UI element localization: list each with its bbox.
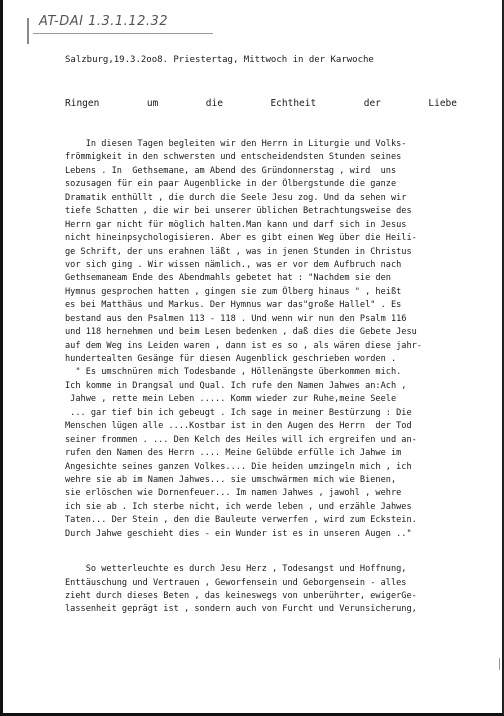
title-word: Ringen (65, 98, 100, 109)
text-line: nicht hineinpsychologisieren. Aber es gibt einen Weg über die Heili- (65, 233, 417, 244)
text-line: Menschen lügen alle ....Kostbar ist in den Augen des Herrn der Tod (65, 421, 412, 432)
text-line: lassenheit geprägt ist , sondern auch von Furcht und Verunsicherung, (65, 604, 417, 615)
text-line: es bei Matthäus und Markus. Der Hymnus war das"große Hallel" . Es (65, 300, 402, 311)
text-line: sozusagen für ein paar Augenblicke in der Ölbergstunde die ganze (65, 179, 397, 190)
text-line: Durch Jahwe geschieht dies - ein Wunder ist es in unseren Augen .." (65, 528, 412, 539)
text-line: Dramatik enthüllt , die durch die Seele Jesu zog. Und da sehen wir (65, 192, 407, 203)
text-line: Taten... Der Stein , den die Bauleute verwerfen , wird zum Eckstein. (65, 515, 417, 526)
title-word: Echtheit (270, 98, 317, 109)
text-line: ge Schrift, der uns erahnen läßt , was in jenen Stunden in Christus (65, 246, 412, 257)
text-line: tiefe Schatten , die wir bei unserer üblichen Betrachtungsweise des (65, 206, 412, 217)
title-word: um (146, 98, 159, 109)
text-line: rufen den Namen des Herrn .... Meine Gelübde erfülle ich Jahwe im (65, 448, 402, 459)
stamp-underline (33, 33, 213, 34)
text-line: Ich komme in Drangsal und Qual. Ich rufe den Namen Jahwes an:Ach , (65, 380, 407, 391)
text-line: vor sich ging . Wir wissen nämlich., was er vor dem Aufbruch nach (65, 259, 402, 270)
stamp-mark (27, 18, 29, 44)
text-line: Lebens . In Gethsemane, am Abend des Gründonnerstag , wird uns (65, 165, 397, 176)
margin-mark (491, 658, 500, 670)
text-line: " Es umschnüren mich Todesbande , Höllenängste überkommen mich. (65, 367, 402, 378)
text-line: bestand aus den Psalmen 113 - 118 . Und wenn wir nun den Psalm 116 (65, 313, 407, 324)
text-line: Angesichte seines ganzen Volkes.... Die heiden umzingeln mich , ich (65, 461, 412, 472)
text-line: So wetterleuchte es durch Jesu Herz , Todesangst und Hoffnung, (65, 564, 407, 575)
title-word: Liebe (428, 98, 457, 109)
sermon-body (65, 138, 475, 617)
archive-stamp: AT-DAI 1.3.1.12.32 (39, 14, 169, 29)
sermon-title (65, 98, 457, 109)
text-line: sie erlöschen wie Dornenfeuer... Im namen Jahwes , jawohl , wehre (65, 488, 402, 499)
text-line: hundertealten Gesänge für diesen Augenblick geschrieben worden . (65, 354, 397, 364)
text-line: In diesen Tagen begleiten wir den Herrn in Liturgie und Volks- (65, 139, 407, 149)
text-line: zieht durch dieses Beten , das keineswegs von unberührter, ewigerGe- (65, 591, 417, 601)
text-line: Gethsemaneam Ende des Abendmahls gebetet hat : "Nachdem sie den (65, 273, 391, 284)
text-line: wehre sie ab im Namen Jahwes... sie umschwärmen mich wie Bienen, (65, 474, 397, 485)
text-line: auf dem Weg ins Leiden waren , dann ist es so , als wären diese jahr- (65, 340, 422, 351)
paragraph-2 (65, 563, 475, 617)
text-line: Herrn gar nicht für möglich halten.Man kann und darf sich in Jesus (65, 219, 407, 230)
text-line: Hymnus gesprochen hatten , gingen sie zum Ölberg hinaus " , heißt (65, 286, 402, 297)
text-line: und 118 hernehmen und beim Lesen bedenken , daß dies die Gebete Jesu (65, 327, 417, 338)
title-word: der (363, 98, 381, 109)
dateline: Salzburg,19.3.2oo8. Priestertag, Mittwoch in der Karwoche (65, 55, 374, 65)
text-line: seiner frommen . ... Den Kelch des Heiles will ich ergreifen und an- (65, 434, 417, 445)
text-line: Enttäuschung und Vertrauen , Geworfensein und Geborgensein - alles (65, 577, 407, 588)
text-line: Jahwe , rette mein Leben ..... Komm wieder zur Ruhe,meine Seele (65, 394, 397, 405)
paragraph-gap (65, 541, 475, 563)
title-word: die (205, 98, 223, 109)
text-line: ich sie ab . Ich sterbe nicht, ich werde leben , und erzähle Jahwes (65, 501, 412, 512)
text-line: frömmigkeit in den schwersten und entscheidendsten Stunden seines (65, 152, 402, 163)
paragraph-1 (65, 138, 475, 541)
text-line: ... gar tief bin ich gebeugt . Ich sage in meiner Bestürzung : Die (65, 407, 412, 418)
